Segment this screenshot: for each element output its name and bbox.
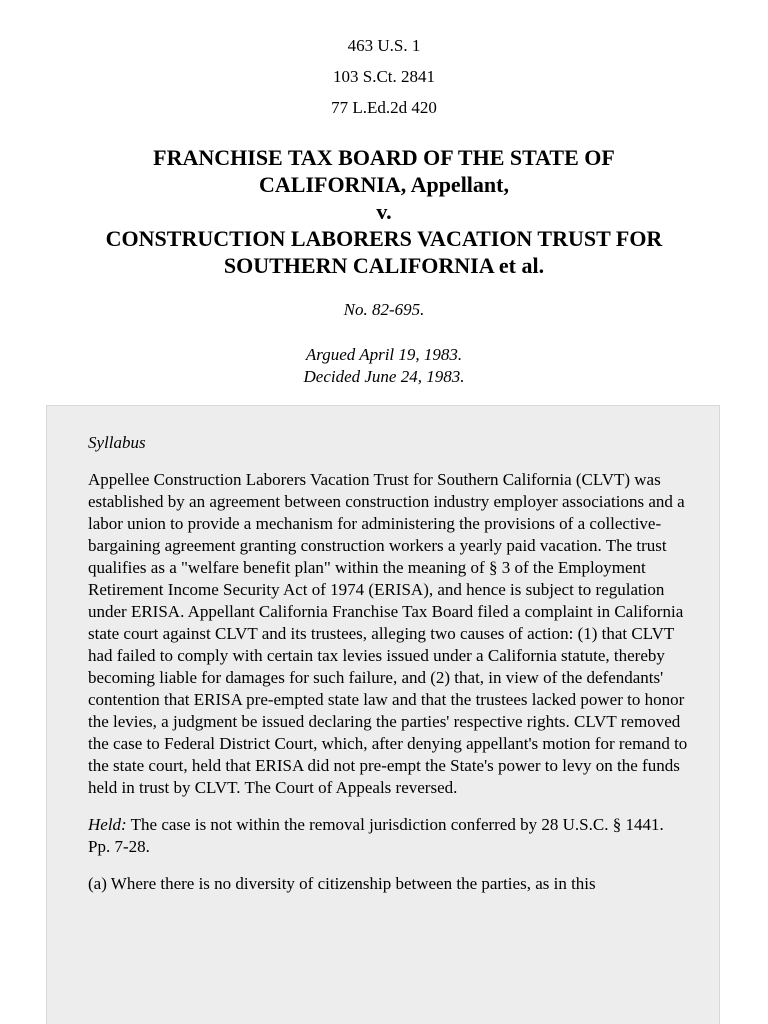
- citation-supreme-court-reporter: 103 S.Ct. 2841: [332, 67, 436, 86]
- decided-date: Decided June 24, 1983.: [303, 367, 465, 386]
- held-label: Held:: [88, 815, 127, 834]
- argued-date: Argued April 19, 1983.: [305, 345, 463, 364]
- citation-lawyers-edition: 77 L.Ed.2d 420: [331, 98, 437, 117]
- syllabus-content: [88, 432, 688, 910]
- title-line-2: CALIFORNIA, Appellant,: [259, 172, 509, 197]
- docket-number: No. 82-695.: [343, 300, 425, 319]
- title-line-1: FRANCHISE TAX BOARD OF THE STATE OF: [153, 145, 615, 170]
- syllabus-paragraph-held: [88, 814, 688, 858]
- title-line-4: SOUTHERN CALIFORNIA et al.: [223, 253, 545, 278]
- syllabus-paragraph-facts: Appellee Construction Laborers Vacation Trust for Southern California (CLVT) was established by an agreement between construction industry employer associations and a labor union to provide a mechanism for administering the provisions of a collective-bargaining agreement granting construction workers a yearly paid vacation. The trust qualifies as a "welfare benefit plan" within the meaning of § 3 of the Employment Retirement Income Security Act of 1974 (ERISA), and hence is subject to regulation under ERISA. Appellant California Franchise Tax Board filed a complaint in California state court against CLVT and its trustees, alleging two causes of action: (1) that CLVT had failed to comply with certain tax levies issued under a California statute, thereby becoming liable for damages for such failure, and (2) that, in view of the defendants' contention that ERISA pre-empted state law and that the trustees lacked power to honor the levies, a judgment be issued declaring the parties' respective rights. CLVT removed the case to Federal District Court, which, after denying appellant's motion for remand to the state court, held that ERISA did not pre-empt the State's power to levy on the funds held in trust by CLVT. The Court of Appeals reversed.: [88, 470, 688, 797]
- title-line-3: CONSTRUCTION LABORERS VACATION TRUST FOR: [105, 226, 663, 251]
- syllabus-paragraph-a: (a) Where there is no diversity of citizenship between the parties, as in this: [88, 874, 596, 893]
- citations: [0, 34, 768, 127]
- title-versus: v.: [376, 199, 392, 224]
- case-dates: [0, 344, 768, 388]
- case-title: [40, 144, 728, 279]
- citation-us-reports: 463 U.S. 1: [347, 36, 421, 55]
- syllabus-panel: [46, 405, 720, 1024]
- held-text: The case is not within the removal jurisdiction conferred by 28 U.S.C. § 1441. Pp. 7-28.: [88, 815, 664, 856]
- syllabus-heading: Syllabus: [88, 433, 146, 452]
